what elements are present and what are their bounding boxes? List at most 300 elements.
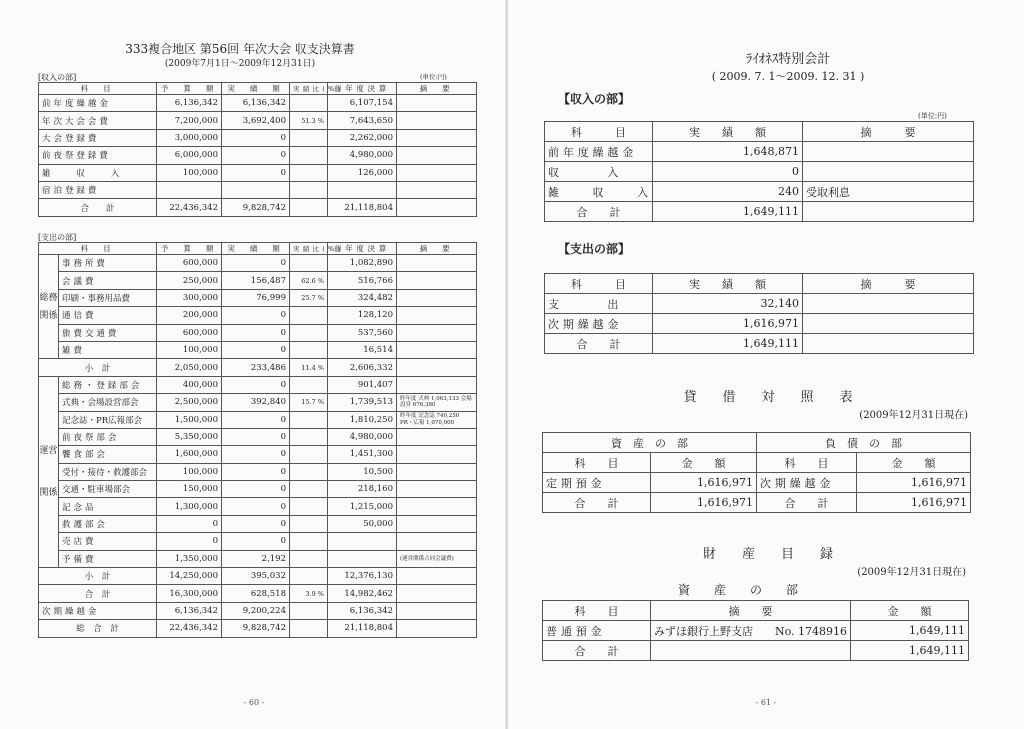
column-header: 前年度決算 [328,83,397,95]
prev-year-cell: 10,500 [328,463,397,480]
prev-year-cell: 50,000 [328,515,397,532]
row-item: 雑費 [59,341,157,358]
budget-cell: 300,000 [157,289,222,306]
row-item: 前年度繰越金 [545,142,653,162]
ratio-cell: 11.4 % [290,359,328,376]
ratio-cell: 15.7 % [290,394,328,411]
table-row [39,463,477,480]
row-item: 次期繰越金 [39,602,157,619]
prev-year-cell: 126,000 [328,164,397,181]
budget-cell: 2,050,000 [157,359,222,376]
table-row [39,498,477,515]
table-row [39,181,477,198]
actual-cell: 76,999 [222,289,290,306]
row-item: 合 計 [545,202,653,222]
column-header: 予 算 額 [157,83,222,95]
actual-cell: 0 [222,481,290,498]
left-page [0,0,508,729]
row-item: 総 合 計 [39,620,157,637]
budget-cell: 100,000 [157,463,222,480]
column-header: 実 績 額 [222,243,290,255]
assets-header: 資 産 の 部 [543,433,757,453]
ratio-cell [290,181,328,198]
table-header-row [545,274,974,294]
column-header: 実績比(%) [290,243,328,255]
budget-cell: 250,000 [157,272,222,289]
prev-year-cell: 516,766 [328,272,397,289]
column-header: 実 績 額 [653,122,803,142]
row-item: 合 計 [545,334,653,354]
table-header-row [545,122,974,142]
memo-cell [397,428,477,445]
actual-cell: 6,136,342 [222,95,290,112]
ratio-cell [290,255,328,272]
ratio-cell [290,620,328,637]
actual-cell: 1,616,971 [653,314,803,334]
ratio-cell [290,324,328,341]
inventory-assets-header: 資 産 の 部 [677,583,798,597]
column-header: 前年度決算 [328,243,397,255]
memo-cell [397,463,477,480]
actual-cell: 9,828,742 [222,199,290,216]
memo-cell [397,515,477,532]
bs-section-row [543,433,971,453]
bs-date: (2009年12月31日現在) [859,410,968,421]
carry-forward-row [39,602,477,619]
row-item: 収 入 [545,162,653,182]
prev-year-cell: 218,160 [328,481,397,498]
row-item: 宿泊登録費 [39,181,157,198]
right-title: ﾗｲｵﾈｽ特別会計 [745,52,831,67]
memo-cell [397,307,477,324]
row-item: 記念品 [59,498,157,515]
budget-cell: 1,300,000 [157,498,222,515]
prev-year-cell: 1,739,513 [328,394,397,411]
actual-cell: 2,192 [222,550,290,567]
prev-year-cell: 4,980,000 [328,428,397,445]
prev-year-cell: 16,514 [328,341,397,358]
ratio-cell: 25.7 % [290,289,328,306]
table-row [39,411,477,428]
row-item: 前夜祭部会 [59,428,157,445]
prev-year-cell: 901,407 [328,376,397,393]
column-header: 摘 要 [397,243,477,255]
column-header: 金 額 [651,453,757,473]
ratio-cell [290,568,328,585]
actual-cell: 0 [653,162,803,182]
right-page [508,0,1024,729]
budget-cell: 600,000 [157,255,222,272]
table-row [39,324,477,341]
row-item: 大会登録費 [39,129,157,146]
table-row [545,162,974,182]
actual-cell: 392,840 [222,394,290,411]
prev-year-cell [328,533,397,550]
row-item: 前年度繰越金 [39,95,157,112]
budget-cell: 1,350,000 [157,550,222,567]
balance-sheet-table [542,432,971,513]
table-row [39,428,477,445]
ratio-cell [290,515,328,532]
budget-cell: 7,200,000 [157,112,222,129]
budget-cell: 150,000 [157,481,222,498]
ratio-cell: 3.9 % [290,585,328,602]
memo-cell [397,602,477,619]
table-row [39,481,477,498]
column-header: 科 目 [543,453,651,473]
row-item: 合 計 [39,199,157,216]
budget-cell: 100,000 [157,164,222,181]
table-row [543,641,969,661]
row-item: 救護部会 [59,515,157,532]
prev-year-cell [328,550,397,567]
prev-year-cell: 2,262,000 [328,129,397,146]
budget-cell: 16,300,000 [157,585,222,602]
row-item: 通信費 [59,307,157,324]
memo-cell: 昨年度 式典 1,063,133 会場設営 676,380 [397,394,477,411]
inventory-title: 財 産 目 録 [702,547,833,562]
actual-cell: 0 [222,446,290,463]
prev-year-cell: 128,120 [328,307,397,324]
actual-cell: 0 [222,515,290,532]
memo-cell [397,376,477,393]
actual-cell: 0 [222,411,290,428]
column-header: 摘 要 [803,274,974,294]
memo-cell [397,585,477,602]
memo-cell [397,324,477,341]
ratio-cell [290,550,328,567]
actual-cell: 628,518 [222,585,290,602]
left-period: (2009年7月1日～2009年12月31日) [164,59,316,69]
memo-cell [397,181,477,198]
row-item: 総務・登録部会 [59,376,157,393]
left-page-number: - 60 - [243,698,265,707]
memo-cell: 昨年度 記念誌 740,250 PR・広報 1,070,000 [397,411,477,428]
row-item: 普通預金 [543,621,651,641]
memo-cell [397,164,477,181]
table-header-row [543,453,971,473]
left-expense-table [38,242,477,638]
row-item: 合 計 [39,585,157,602]
group-label-unei: 運営関係 [39,376,59,567]
ratio-cell [290,428,328,445]
memo-cell [397,289,477,306]
memo-cell [397,199,477,216]
memo-cell [397,95,477,112]
row-item: 受付・接待・救護部会 [59,463,157,480]
table-row [39,515,477,532]
right-expense-table [544,273,974,354]
column-header: 科 目 [543,601,651,621]
row-item: 次期繰越金 [545,314,653,334]
row-item: 年次大会会費 [39,112,157,129]
actual-cell: 0 [222,324,290,341]
prev-year-cell: 6,136,342 [328,602,397,619]
table-row [543,473,971,493]
row-item: 小 計 [39,359,157,376]
row-item: 式典・会場設営部会 [59,394,157,411]
memo-cell [803,294,974,314]
actual-cell: 156,487 [222,272,290,289]
row-item: 前夜祭登録費 [39,147,157,164]
table-row [39,147,477,164]
row-item: 饗食部会 [59,446,157,463]
liability-amount: 1,616,971 [857,473,971,493]
row-item: 会議費 [59,272,157,289]
actual-cell: 0 [222,533,290,550]
row-item: 雑 収 入 [39,164,157,181]
total-row [39,585,477,602]
ratio-cell [290,376,328,393]
memo-cell [397,341,477,358]
row-item: 予備費 [59,550,157,567]
table-row [39,164,477,181]
table-row [39,272,477,289]
actual-cell: 3,692,400 [222,112,290,129]
actual-cell [222,181,290,198]
subtotal-row [39,568,477,585]
liability-amount: 1,616,971 [857,493,971,513]
amount-cell: 1,649,111 [851,641,969,661]
memo-cell [397,498,477,515]
budget-cell: 200,000 [157,307,222,324]
prev-year-cell: 2,606,332 [328,359,397,376]
memo-cell [803,334,974,354]
prev-year-cell: 537,560 [328,324,397,341]
ratio-cell [290,446,328,463]
column-header: 金 額 [851,601,969,621]
left-income-label: [収入の部] [38,73,77,82]
table-row [39,446,477,463]
table-row [39,199,477,216]
budget-cell: 2,500,000 [157,394,222,411]
budget-cell: 100,000 [157,341,222,358]
liability-item: 合 計 [757,493,857,513]
table-row [545,294,974,314]
budget-cell [157,181,222,198]
table-row [39,289,477,306]
ratio-cell [290,95,328,112]
actual-cell: 32,140 [653,294,803,314]
table-header-row [39,83,477,95]
table-row [39,550,477,567]
table-row [39,341,477,358]
memo-cell [397,272,477,289]
memo-cell [803,142,974,162]
actual-cell: 1,648,871 [653,142,803,162]
column-header: 科 目 [39,83,157,95]
row-item: 交通・駐車場部会 [59,481,157,498]
table-header-row [543,601,969,621]
column-header: 摘 要 [803,122,974,142]
prev-year-cell [328,181,397,198]
table-header-row [39,243,477,255]
memo-cell: みずほ銀行上野支店 No. 1748916 [651,621,851,641]
budget-cell: 3,000,000 [157,129,222,146]
column-header: 科 目 [545,122,653,142]
column-header: 実 績 額 [653,274,803,294]
actual-cell: 0 [222,428,290,445]
budget-cell: 6,136,342 [157,95,222,112]
grand-total-row [39,620,477,637]
column-header: 実績比(%) [290,83,328,95]
asset-item: 定期預金 [543,473,651,493]
table-row [545,202,974,222]
table-row [545,182,974,202]
inventory-date: (2009年12月31日現在) [857,567,966,578]
left-income-table [38,82,477,217]
prev-year-cell: 21,118,804 [328,620,397,637]
row-item: 支 出 [545,294,653,314]
ratio-cell [290,307,328,324]
prev-year-cell: 7,643,650 [328,112,397,129]
budget-cell: 400,000 [157,376,222,393]
memo-cell: 受取利息 [803,182,974,202]
actual-cell: 1,649,111 [653,202,803,222]
table-row [39,129,477,146]
actual-cell: 0 [222,255,290,272]
row-item: 小 計 [39,568,157,585]
budget-cell: 22,436,342 [157,199,222,216]
left-expense-label: [支出の部] [38,233,77,242]
actual-cell: 0 [222,164,290,181]
liabilities-header: 負 債 の 部 [757,433,971,453]
budget-cell: 1,600,000 [157,446,222,463]
ratio-cell [290,199,328,216]
ratio-cell [290,463,328,480]
column-header: 金 額 [857,453,971,473]
right-income-label: 【収入の部】 [558,92,631,106]
memo-cell: (運営関係合同会議費) [397,550,477,567]
memo-cell [397,620,477,637]
table-row [39,376,477,393]
prev-year-cell: 1,810,250 [328,411,397,428]
table-row [39,112,477,129]
budget-cell: 600,000 [157,324,222,341]
actual-cell: 0 [222,147,290,164]
table-row [545,314,974,334]
ratio-cell: 51.3 % [290,112,328,129]
ratio-cell [290,164,328,181]
table-row [39,95,477,112]
actual-cell: 240 [653,182,803,202]
ratio-cell [290,602,328,619]
ratio-cell [290,481,328,498]
memo-cell [397,446,477,463]
right-unit: (単位:円) [918,112,947,120]
prev-year-cell: 1,451,300 [328,446,397,463]
prev-year-cell: 6,107,154 [328,95,397,112]
actual-cell: 9,828,742 [222,620,290,637]
memo-cell [397,568,477,585]
memo-cell [397,481,477,498]
actual-cell: 233,486 [222,359,290,376]
actual-cell: 0 [222,498,290,515]
column-header: 摘 要 [651,601,851,621]
table-row [39,255,477,272]
budget-cell: 14,250,000 [157,568,222,585]
table-row [39,307,477,324]
ratio-cell: 62.6 % [290,272,328,289]
ratio-cell [290,341,328,358]
right-period: ( 2009. 7. 1～2009. 12. 31 ) [711,70,865,83]
actual-cell: 395,032 [222,568,290,585]
asset-amount: 1,616,971 [651,493,757,513]
ratio-cell [290,129,328,146]
asset-item: 合 計 [543,493,651,513]
memo-cell [397,255,477,272]
budget-cell: 22,436,342 [157,620,222,637]
row-item: 印刷・事務用品費 [59,289,157,306]
left-title: 333複合地区 第56回 年次大会 収支決算書 [125,42,355,56]
column-header: 科 目 [545,274,653,294]
row-item: 売店費 [59,533,157,550]
table-row [545,142,974,162]
memo-cell [803,202,974,222]
group-label-soumu: 総務関係 [39,255,59,359]
actual-cell: 0 [222,463,290,480]
ratio-cell [290,533,328,550]
bs-title: 貸 借 対 照 表 [683,390,853,405]
inventory-table [542,600,969,661]
actual-cell: 0 [222,307,290,324]
left-unit: (単位:円) [420,73,447,81]
row-item: 合 計 [543,641,651,661]
right-page-number: - 61 - [755,698,777,707]
prev-year-cell: 4,980,000 [328,147,397,164]
liability-item: 次期繰越金 [757,473,857,493]
memo-cell [397,359,477,376]
amount-cell: 1,649,111 [851,621,969,641]
table-row [545,334,974,354]
budget-cell: 6,000,000 [157,147,222,164]
table-row [543,493,971,513]
row-item: 事務所費 [59,255,157,272]
asset-amount: 1,616,971 [651,473,757,493]
table-row [39,394,477,411]
actual-cell: 9,200,224 [222,602,290,619]
column-header: 摘 要 [397,83,477,95]
actual-cell: 0 [222,376,290,393]
budget-cell: 5,350,000 [157,428,222,445]
prev-year-cell: 12,376,130 [328,568,397,585]
budget-cell: 6,136,342 [157,602,222,619]
actual-cell: 0 [222,129,290,146]
prev-year-cell: 1,082,890 [328,255,397,272]
row-item: 雑 収 入 [545,182,653,202]
row-item: 旅費交通費 [59,324,157,341]
budget-cell: 0 [157,533,222,550]
actual-cell: 1,649,111 [653,334,803,354]
actual-cell: 0 [222,341,290,358]
ratio-cell [290,411,328,428]
memo-cell [651,641,851,661]
column-header: 科 目 [39,243,157,255]
memo-cell [397,129,477,146]
prev-year-cell: 324,482 [328,289,397,306]
memo-cell [397,533,477,550]
memo-cell [397,112,477,129]
subtotal-row [39,359,477,376]
ratio-cell [290,498,328,515]
prev-year-cell: 1,215,000 [328,498,397,515]
right-expense-label: 【支出の部】 [558,242,631,256]
column-header: 予 算 額 [157,243,222,255]
memo-cell [803,314,974,334]
budget-cell: 0 [157,515,222,532]
right-income-table [544,121,974,222]
table-row [543,621,969,641]
